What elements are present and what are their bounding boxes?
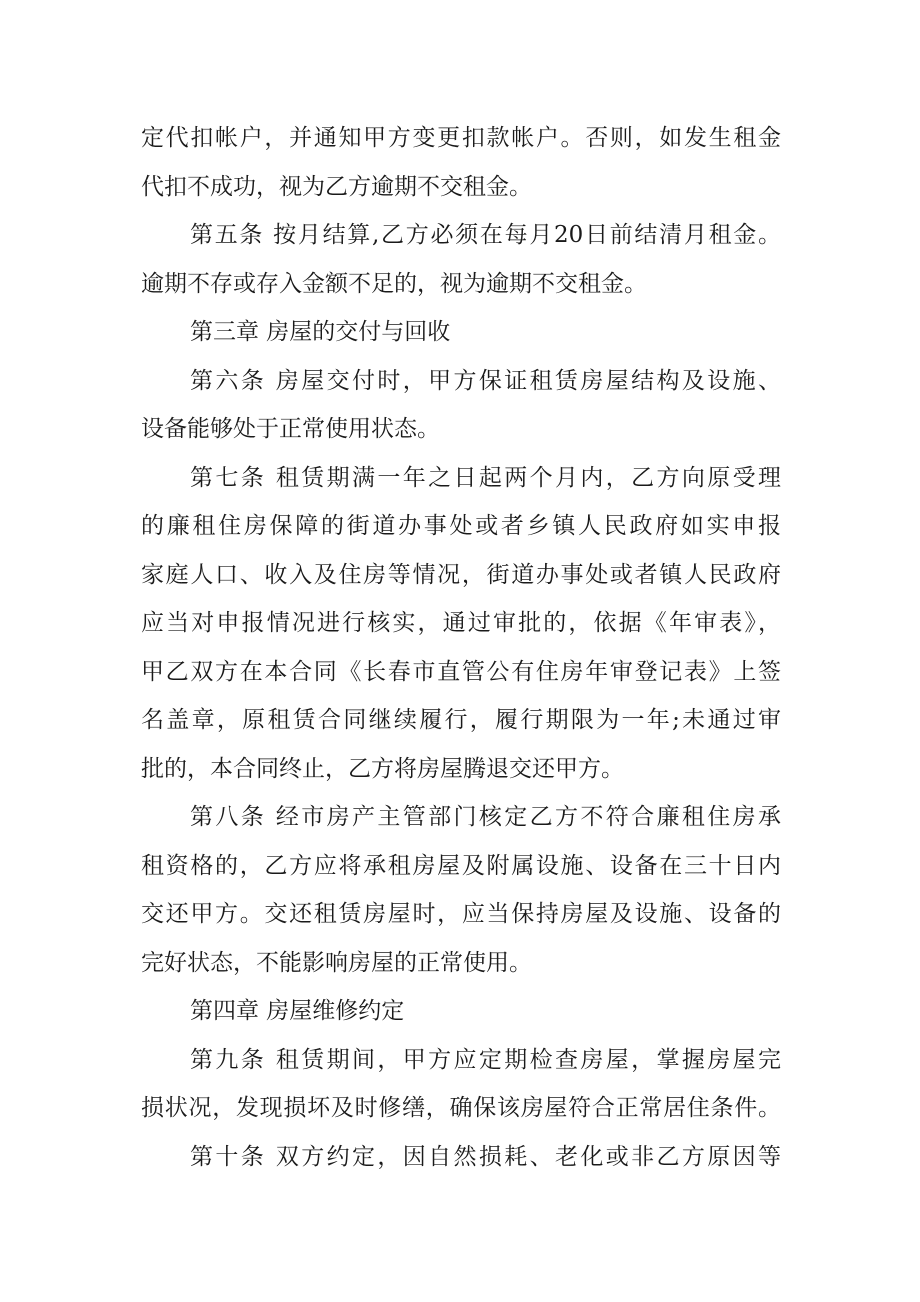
article-7-line-7: 批的，本合同终止，乙方将房屋腾退交还甲方。	[141, 755, 624, 782]
article-7-line-6: 名盖章，原租赁合同继续履行，履行期限为一年;未通过审	[141, 707, 781, 733]
article-8-line-2: 租资格的，乙方应将承租房屋及附属设施、设备在三十日内	[141, 852, 781, 879]
text-line-2: 代扣不成功，视为乙方逾期不交租金。	[141, 173, 532, 200]
article-5-line-2: 逾期不存或存入金额不足的，视为逾期不交租金。	[141, 270, 647, 297]
document-body	[141, 118, 781, 1185]
article-7-line-1: 第七条 租赁期满一年之日起两个月内，乙方向原受理	[190, 464, 781, 491]
article-5-line-1: 第五条 按月结算,乙方必须在每月20日前结清月租金。	[190, 222, 781, 248]
article-6-line-2: 设备能够处于正常使用状态。	[141, 416, 440, 442]
chapter-3-heading: 第三章 房屋的交付与回收	[190, 319, 451, 345]
article-7-line-5: 甲乙双方在本合同《长春市直管公有住房年审登记表》上签	[141, 658, 781, 685]
article-7-line-3: 家庭人口、收入及住房等情况，街道办事处或者镇人民政府	[141, 561, 781, 588]
article-10-line-1: 第十条 双方约定，因自然损耗、老化或非乙方原因等	[190, 1143, 781, 1170]
article-7-line-4: 应当对申报情况进行核实，通过审批的，依据《年审表》，	[141, 610, 781, 636]
text-line-1: 定代扣帐户，并通知甲方变更扣款帐户。否则，如发生租金	[141, 125, 781, 151]
article-8-line-4: 完好状态，不能影响房屋的正常使用。	[141, 949, 532, 976]
article-7-line-2: 的廉租住房保障的街道办事处或者乡镇人民政府如实申报	[141, 513, 781, 539]
article-6-line-1: 第六条 房屋交付时，甲方保证租赁房屋结构及设施、	[190, 367, 781, 394]
article-9-line-2: 损状况，发现损坏及时修缮，确保该房屋符合正常居住条件。	[141, 1095, 781, 1121]
article-9-line-1: 第九条 租赁期间，甲方应定期检查房屋，掌握房屋完	[190, 1046, 781, 1073]
chapter-4-heading: 第四章 房屋维修约定	[190, 998, 405, 1024]
article-8-line-1: 第八条 经市房产主管部门核定乙方不符合廉租住房承	[190, 804, 781, 830]
article-8-line-3: 交还甲方。交还租赁房屋时，应当保持房屋及设施、设备的	[141, 901, 781, 927]
